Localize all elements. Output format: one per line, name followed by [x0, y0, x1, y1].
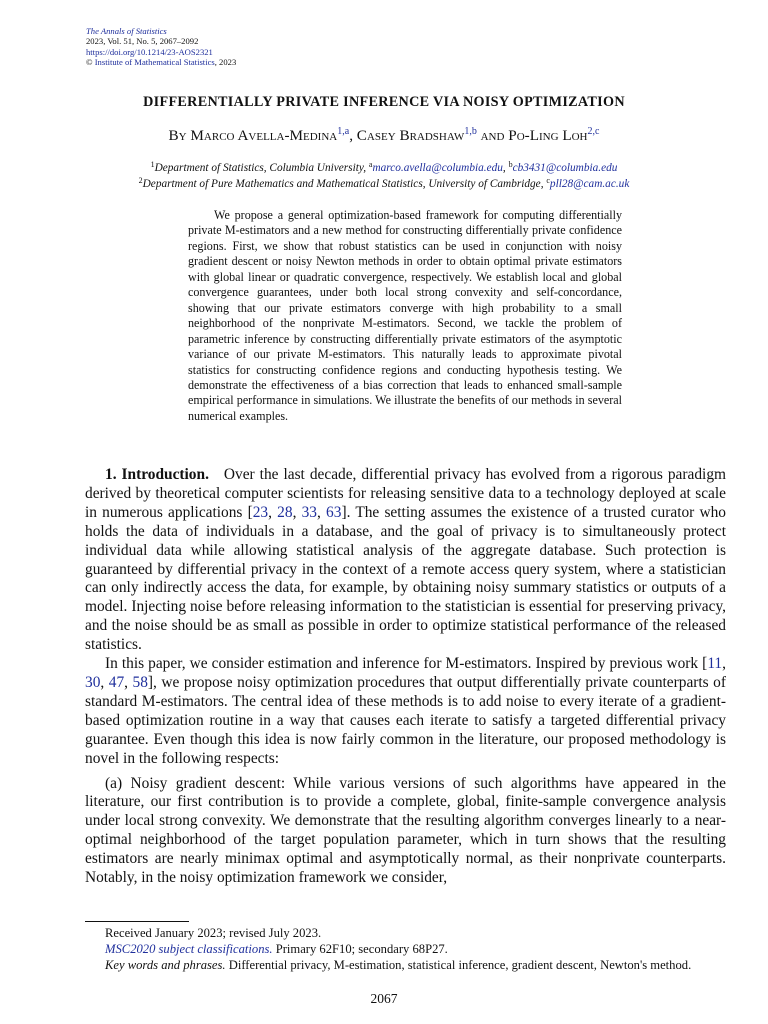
author-3: Po-Ling Loh: [508, 127, 588, 144]
citation-30[interactable]: 30: [85, 673, 101, 691]
copyright-symbol: ©: [86, 57, 95, 68]
p2-text-a: In this paper, we consider estimation and inference for M-estimators. Inspired by previous work [: [105, 655, 708, 673]
aff1-text: Department of Statistics, Columbia University,: [154, 162, 369, 174]
citation-11[interactable]: 11: [707, 655, 723, 673]
section-heading: 1. Introduction.: [105, 466, 209, 483]
author-2-sup[interactable]: 1,b: [464, 126, 477, 137]
copyright-org-link[interactable]: Institute of Mathematical Statistics: [94, 57, 215, 68]
citation-28[interactable]: 28: [277, 503, 293, 521]
volume-line: 2023, Vol. 51, No. 5, 2067–2092: [86, 36, 199, 47]
author-1-sup[interactable]: 1,a: [337, 126, 350, 137]
page-number: 2067: [370, 991, 398, 1006]
footnote-divider: [85, 921, 189, 922]
keywords-label: Key words and phrases.: [105, 958, 226, 973]
keywords-text: Differential privacy, M-estimation, statistical inference, gradient descent, Newton's method.: [225, 958, 692, 973]
msc-text: Primary 62F10; secondary 68P27.: [272, 942, 448, 957]
authors-and: and: [476, 127, 509, 144]
citation-47[interactable]: 47: [108, 673, 125, 691]
citation-33[interactable]: 33: [301, 503, 317, 521]
email-b-link[interactable]: cb3431@columbia.edu: [512, 162, 618, 174]
footnotes: [85, 925, 726, 973]
journal-name[interactable]: The Annals of Statistics: [86, 26, 167, 36]
citation-58[interactable]: 58: [132, 673, 148, 691]
copyright-line: [86, 57, 236, 67]
doi-link[interactable]: https://doi.org/10.1214/23-AOS2321: [86, 46, 213, 57]
email-c-link[interactable]: pll28@cam.ac.uk: [549, 178, 630, 190]
aff2-text: Department of Pure Mathematics and Mathematical Statistics, University of Cambridge,: [142, 178, 547, 190]
copyright-year: , 2023: [214, 57, 237, 68]
msc-label-link[interactable]: MSC2020 subject classifications.: [105, 942, 273, 957]
intro-paragraph-1: 1. Introduction. Over the last decade, differential privacy has evolved from a rigorous paradigm derived by theoretical computer scientists for releasing sensitive data to a technology deployed at scale in numerous applications [23, 28, 33, 63]. The setting assumes the existence of a trusted curator who holds the data of individuals in a database, and the goal of privacy is to simultaneously protect individual data while allowing statistical analysis of the aggregate database. Such protection is guaranteed by differential privacy in the context of a remote access query system, where a statistician can only indirectly access the data, for example, by obtaining noisy summary statistics or outputs of a model. Injecting noise before releasing information to the statistician is essential for preserving privacy, and the noise should be as small as possible in order to optimize statistical performance of the released statistics.: [85, 466, 726, 654]
author-2: Casey Bradshaw: [356, 127, 465, 144]
intro-paragraph-2: In this paper, we consider estimation and inference for M-estimators. Inspired by previous work [11, 30, 47, 58], we propose noisy optimization procedures that output differentially private counterparts of standard M-estimators. The central idea of these methods is to add noise to every iterate of a gradient-based optimization routine in a way that causes each iterate to satisfy a targeted differential privacy guarantee. Even though this idea is now fairly common in the literature, our proposed methodology is novel in the following respects:: [85, 655, 727, 767]
author-1: Marco Avella-Medina: [190, 127, 338, 144]
email-b-sup: b: [508, 160, 513, 169]
keywords-note: [85, 957, 726, 973]
affiliation-1: [0, 162, 768, 174]
section-introduction: [85, 466, 726, 888]
citation-63[interactable]: 63: [326, 503, 342, 521]
email-c-sup: c: [546, 176, 550, 185]
intro-paragraph-3: (a) Noisy gradient descent: While various versions of such algorithms have appeared in the literature, our first contribution is to provide a complete, global, finite-sample convergence analysis under local strong convexity. We demonstrate that the resulting algorithm converges linearly to a near-optimal neighborhood of the target population parameter, which in turn shows that the resulting estimators are nearly minimax optimal and asymptotically normal, as their nonprivate counterparts. Notably, in the noisy optimization framework we consider,: [85, 774, 726, 887]
author-3-sup[interactable]: 2,c: [587, 126, 600, 137]
authors-sep: ,: [349, 127, 357, 144]
aff1-sep: ,: [502, 162, 509, 174]
aff1-sup: 1: [150, 160, 155, 169]
journal-header: [86, 26, 236, 68]
p1-text-b: ]. The setting assumes the existence of a trusted curator who holds the data of individuals in a database, and the goal of privacy is to simultaneously protect individual data while allowing statistical analysis of the aggregate database. Such protection is guaranteed by differential privacy in the context of a remote access query system, where a statistician can only indirectly access the data, for example, by obtaining noisy summary statistics or outputs of a model. Injecting noise before releasing information to the statistician is essential for preserving privacy, and the noise should be as small as possible in order to optimize statistical performance of the released statistics.: [85, 503, 726, 654]
paper-title: DIFFERENTIALLY PRIVATE INFERENCE VIA NOISY OPTIMIZATION: [143, 94, 625, 110]
p2-text-b: ], we propose noisy optimization procedures that output differentially private counterparts of standard M-estimators. The central idea of these methods is to add noise to every iterate of a gradient-based optimization routine in a way that causes each iterate to satisfy a targeted differential privacy guarantee. Even though this idea is now fairly common in the literature, our proposed methodology is novel in the following respects:: [85, 673, 727, 767]
abstract: [188, 208, 622, 424]
citation-23[interactable]: 23: [252, 503, 269, 521]
p1-text-a: Over the last decade, differential privacy has evolved from a rigorous paradigm derived by theoretical computer scientists for releasing sensitive data to a technology deployed at scale in numerous applications [: [85, 466, 726, 521]
author-line: [0, 127, 768, 145]
abstract-text: We propose a general optimization-based framework for computing differentially private M-estimators and a new method for constructing differentially private confidence regions. First, we show that robust statistics can be used in conjunction with noisy gradient descent or noisy Newton methods in order to obtain optimal private estimators with global linear or quadratic convergence, respectively. We establish local and global convergence guarantees, under both local strong convexity and self-concordance, showing that our private estimators converge with high probability to a small neighborhood of the nonprivate M-estimators. Second, we tackle the problem of parametric inference by constructing differentially private estimators of the asymptotic variance of our private M-estimators. This naturally leads to approximate pivotal statistics for constructing confidence regions and conducting hypothesis testing. We demonstrate the effectiveness of a bias correction that leads to enhanced small-sample empirical performance in simulations. We illustrate the benefits of our methods in several numerical examples.: [188, 208, 622, 423]
received-note: Received January 2023; revised July 2023.: [105, 926, 322, 940]
affiliation-2: [0, 178, 768, 190]
msc-note: [85, 941, 726, 957]
aff2-sup: 2: [138, 176, 143, 185]
email-a-sup: a: [368, 160, 373, 169]
email-a-link[interactable]: marco.avella@columbia.edu: [372, 162, 503, 174]
authors-by: By: [168, 127, 191, 144]
